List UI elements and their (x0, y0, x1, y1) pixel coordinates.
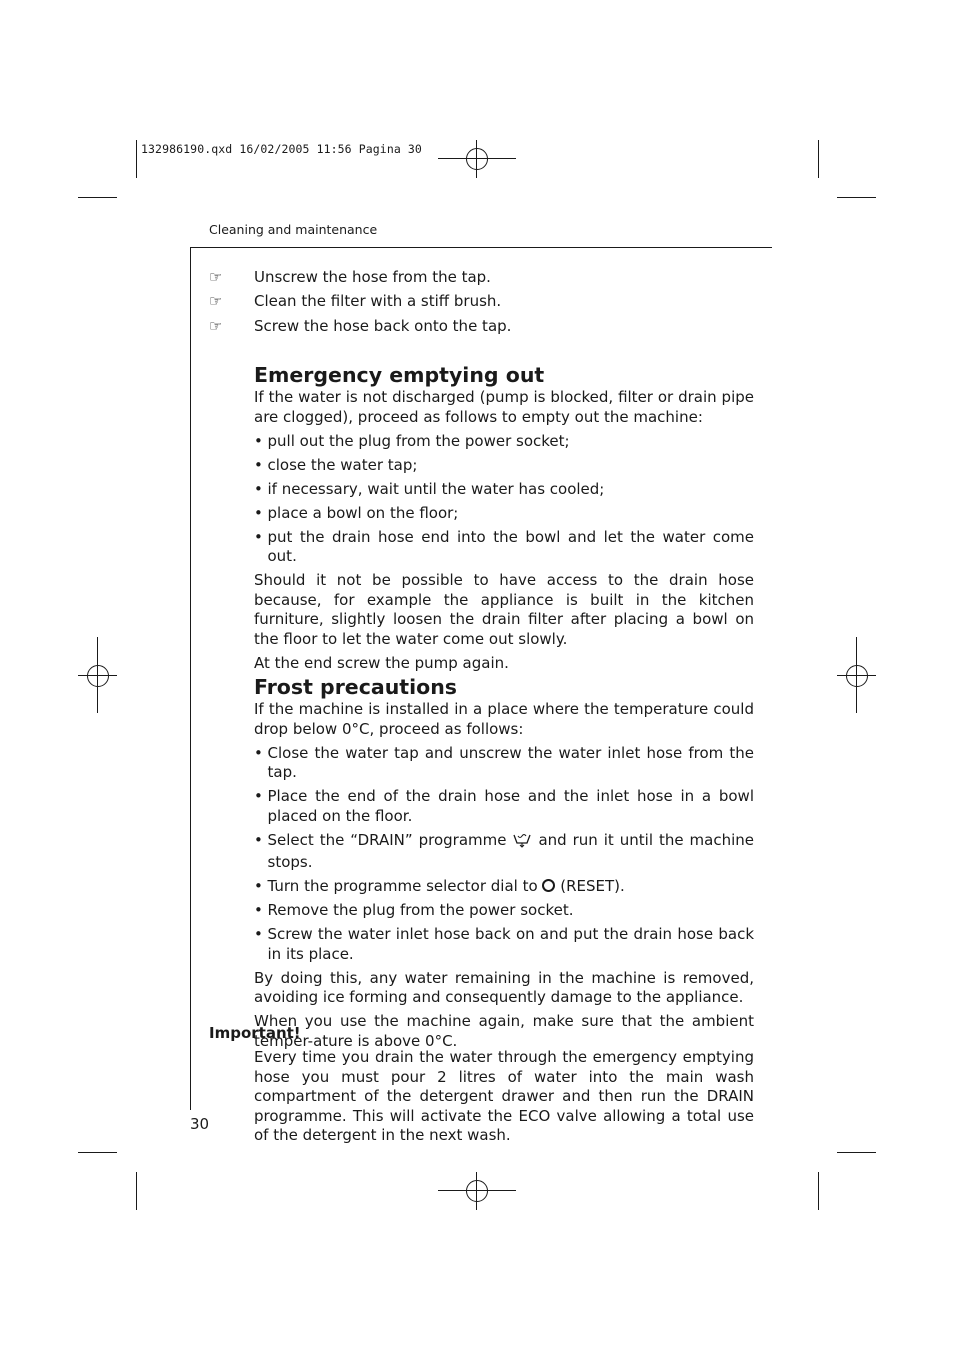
emergency-intro: If the water is not discharged (pump is blocked, filter or drain pipe are clogged), proceed as follows to empty out the machine: (254, 388, 754, 426)
list-item: • Select the “DRAIN” programme and run it until the machine stops. (254, 831, 754, 873)
list-item: • place a bowl on the floor; (254, 504, 754, 524)
reset-dial-icon (542, 879, 555, 892)
emergency-heading: Emergency emptying out (254, 363, 545, 387)
frost-paragraph: By doing this, any water remaining in the machine is removed, avoiding ice forming and consequently damage to the appliance. (254, 968, 754, 1006)
list-item: • Close the water tap and unscrew the water inlet hose from the tap. (254, 744, 754, 783)
frost-paragraph: When you use the machine again, make sure that the ambient temper-ature is above 0°C. (254, 1012, 754, 1050)
list-item: • Turn the programme selector dial to (RESET). (254, 877, 754, 897)
drain-programme-icon (512, 832, 532, 854)
emergency-paragraph: Should it not be possible to have access to the drain hose because, for example the appliance is built in the kitchen furniture, slightly loosen the drain filter after placing a bowl on the floor to let the water come out slowly. (254, 571, 754, 648)
frost-intro: If the machine is installed in a place where the temperature could drop below 0°C, proceed as follows: (254, 700, 754, 738)
list-item: • put the drain hose end into the bowl and let the water come out. (254, 528, 754, 567)
margin-rule (190, 248, 191, 1110)
page-number: 30 (190, 1115, 210, 1133)
hand-item: ☞ Unscrew the hose from the tap. (209, 268, 491, 286)
list-item: • if necessary, wait until the water has cooled; (254, 480, 754, 500)
list-item: • Remove the plug from the power socket. (254, 901, 754, 921)
pointing-hand-icon: ☞ (209, 292, 223, 310)
important-section (254, 1048, 754, 1146)
pointing-hand-icon: ☞ (209, 268, 223, 286)
header-rule (190, 247, 772, 248)
list-item: • close the water tap; (254, 456, 754, 476)
list-item: • Screw the water inlet hose back on and put the drain hose back in its place. (254, 925, 754, 964)
frost-heading: Frost precautions (254, 675, 457, 699)
emergency-section (254, 362, 754, 673)
hand-item: ☞ Screw the hose back onto the tap. (209, 317, 512, 335)
frost-section (254, 674, 754, 1051)
pointing-hand-icon: ☞ (209, 317, 223, 335)
hand-item: ☞ Clean the filter with a stiff brush. (209, 292, 502, 310)
list-item: • Place the end of the drain hose and the inlet hose in a bowl placed on the floor. (254, 787, 754, 826)
important-label: Important! (209, 1024, 301, 1042)
important-text: Every time you drain the water through the emergency emptying hose you must pour 2 litres of water into the main wash compartment of the detergent drawer and then run the DRAIN programme. This will activate the ECO valve allowing a total use of the detergent in the next wash. (254, 1048, 754, 1144)
print-slug: 132986190.qxd 16/02/2005 11:56 Pagina 30 (141, 142, 422, 156)
running-head: Cleaning and maintenance (209, 222, 378, 237)
list-item: • pull out the plug from the power socket; (254, 432, 754, 452)
emergency-paragraph: At the end screw the pump again. (254, 653, 509, 672)
